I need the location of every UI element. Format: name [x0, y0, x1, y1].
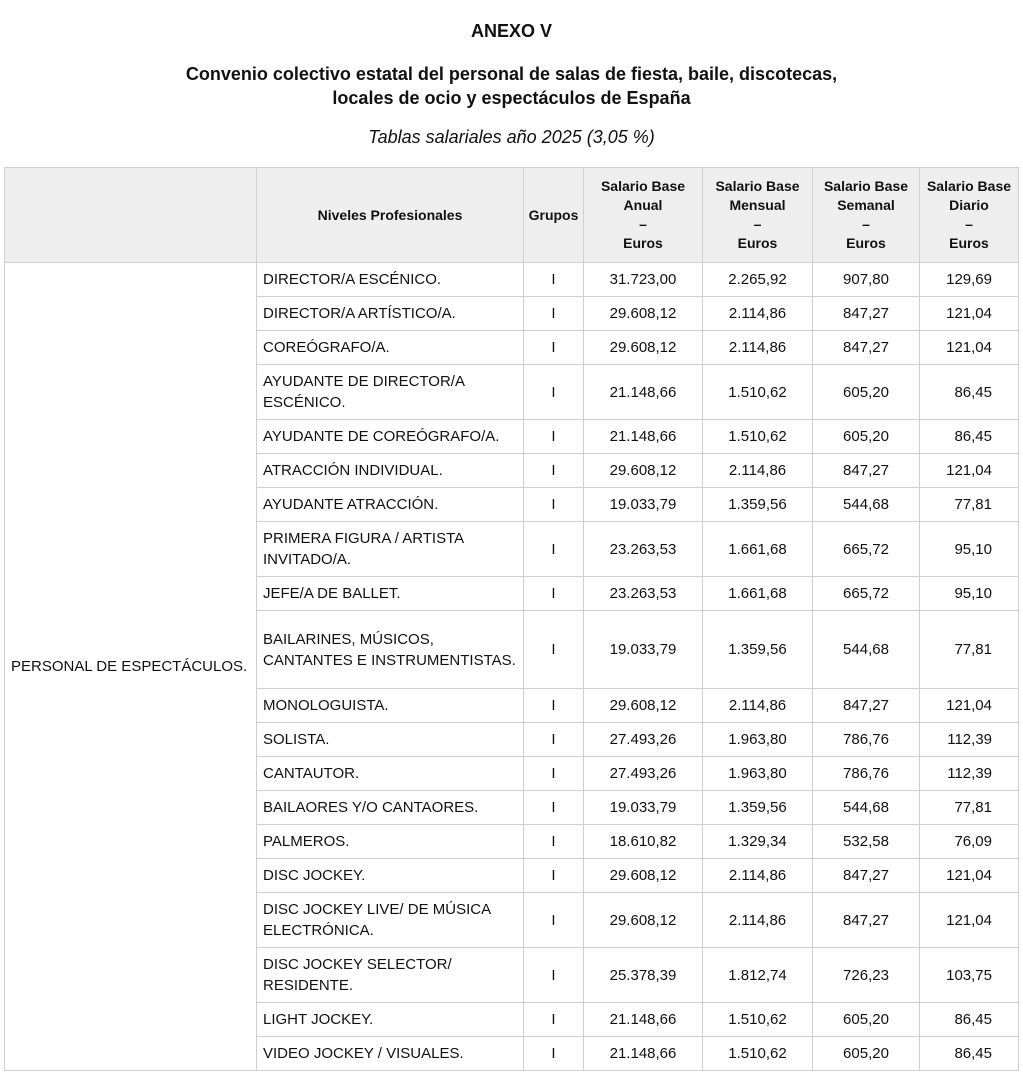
semanal-cell: 544,68 [813, 791, 920, 825]
semanal-cell: 605,20 [813, 1037, 920, 1071]
mensual-cell: 1.661,68 [703, 577, 813, 611]
header-semanal: Salario Base Semanal – Euros [813, 168, 920, 263]
diario-cell: 121,04 [920, 297, 1019, 331]
nivel-cell: AYUDANTE DE DIRECTOR/A ESCÉNICO. [257, 365, 524, 420]
semanal-cell: 544,68 [813, 488, 920, 522]
semanal-cell: 847,27 [813, 689, 920, 723]
table-header [5, 168, 1019, 263]
nivel-cell: VIDEO JOCKEY / VISUALES. [257, 1037, 524, 1071]
nivel-cell: PRIMERA FIGURA / ARTISTA INVITADO/A. [257, 522, 524, 577]
diario-cell: 86,45 [920, 1037, 1019, 1071]
diario-cell: 121,04 [920, 893, 1019, 948]
document-title-line-2: locales de ocio y espectáculos de España [332, 88, 691, 108]
nivel-cell: PALMEROS. [257, 825, 524, 859]
diario-cell: 103,75 [920, 948, 1019, 1003]
header-niveles: Niveles Profesionales [257, 168, 524, 263]
nivel-cell: COREÓGRAFO/A. [257, 331, 524, 365]
anual-cell: 21.148,66 [584, 420, 703, 454]
grupo-cell: I [524, 488, 584, 522]
grupo-cell: I [524, 791, 584, 825]
anual-cell: 29.608,12 [584, 859, 703, 893]
mensual-cell: 2.114,86 [703, 454, 813, 488]
mensual-cell: 1.510,62 [703, 1037, 813, 1071]
header-category [5, 168, 257, 263]
diario-cell: 77,81 [920, 488, 1019, 522]
semanal-cell: 532,58 [813, 825, 920, 859]
grupo-cell: I [524, 757, 584, 791]
header-grupos: Grupos [524, 168, 584, 263]
nivel-cell: CANTAUTOR. [257, 757, 524, 791]
semanal-cell: 847,27 [813, 893, 920, 948]
anual-cell: 27.493,26 [584, 723, 703, 757]
nivel-cell: MONOLOGUISTA. [257, 689, 524, 723]
nivel-cell: BAILARINES, MÚSICOS, CANTANTES E INSTRUMENTISTAS. [257, 611, 524, 689]
semanal-cell: 665,72 [813, 577, 920, 611]
mensual-cell: 1.661,68 [703, 522, 813, 577]
anual-cell: 31.723,00 [584, 263, 703, 297]
diario-cell: 121,04 [920, 454, 1019, 488]
diario-cell: 112,39 [920, 723, 1019, 757]
grupo-cell: I [524, 297, 584, 331]
nivel-cell: LIGHT JOCKEY. [257, 1003, 524, 1037]
grupo-cell: I [524, 859, 584, 893]
nivel-cell: SOLISTA. [257, 723, 524, 757]
diario-cell: 95,10 [920, 522, 1019, 577]
mensual-cell: 1.329,34 [703, 825, 813, 859]
anual-cell: 21.148,66 [584, 365, 703, 420]
anual-cell: 23.263,53 [584, 522, 703, 577]
anual-cell: 29.608,12 [584, 893, 703, 948]
diario-cell: 121,04 [920, 859, 1019, 893]
grupo-cell: I [524, 1037, 584, 1071]
nivel-cell: BAILAORES Y/O CANTAORES. [257, 791, 524, 825]
semanal-cell: 665,72 [813, 522, 920, 577]
anual-cell: 21.148,66 [584, 1003, 703, 1037]
nivel-cell: AYUDANTE DE COREÓGRAFO/A. [257, 420, 524, 454]
nivel-cell: AYUDANTE ATRACCIÓN. [257, 488, 524, 522]
grupo-cell: I [524, 577, 584, 611]
semanal-cell: 847,27 [813, 859, 920, 893]
mensual-cell: 2.114,86 [703, 297, 813, 331]
grupo-cell: I [524, 723, 584, 757]
salary-table [4, 167, 1019, 1071]
grupo-cell: I [524, 522, 584, 577]
grupo-cell: I [524, 893, 584, 948]
anual-cell: 21.148,66 [584, 1037, 703, 1071]
anual-cell: 19.033,79 [584, 791, 703, 825]
diario-cell: 86,45 [920, 420, 1019, 454]
semanal-cell: 847,27 [813, 454, 920, 488]
anual-cell: 18.610,82 [584, 825, 703, 859]
mensual-cell: 2.114,86 [703, 893, 813, 948]
nivel-cell: DIRECTOR/A ESCÉNICO. [257, 263, 524, 297]
semanal-cell: 786,76 [813, 757, 920, 791]
diario-cell: 77,81 [920, 611, 1019, 689]
diario-cell: 76,09 [920, 825, 1019, 859]
grupo-cell: I [524, 454, 584, 488]
mensual-cell: 1.812,74 [703, 948, 813, 1003]
nivel-cell: DISC JOCKEY SELECTOR/ RESIDENTE. [257, 948, 524, 1003]
mensual-cell: 2.114,86 [703, 859, 813, 893]
diario-cell: 86,45 [920, 1003, 1019, 1037]
diario-cell: 77,81 [920, 791, 1019, 825]
header-diario: Salario Base Diario – Euros [920, 168, 1019, 263]
header-anual: Salario Base Anual – Euros [584, 168, 703, 263]
document-title [0, 62, 1023, 110]
mensual-cell: 1.510,62 [703, 1003, 813, 1037]
semanal-cell: 907,80 [813, 263, 920, 297]
grupo-cell: I [524, 263, 584, 297]
semanal-cell: 605,20 [813, 420, 920, 454]
document-title-line-1: Convenio colectivo estatal del personal de salas de fiesta, baile, discotecas, [185, 64, 838, 84]
mensual-cell: 2.114,86 [703, 331, 813, 365]
anual-cell: 27.493,26 [584, 757, 703, 791]
diario-cell: 121,04 [920, 331, 1019, 365]
mensual-cell: 1.359,56 [703, 488, 813, 522]
table-row [5, 263, 1019, 297]
anual-cell: 29.608,12 [584, 297, 703, 331]
diario-cell: 86,45 [920, 365, 1019, 420]
nivel-cell: DIRECTOR/A ARTÍSTICO/A. [257, 297, 524, 331]
table-body [5, 263, 1019, 1071]
mensual-cell: 1.510,62 [703, 365, 813, 420]
anual-cell: 29.608,12 [584, 689, 703, 723]
table-subtitle: Tablas salariales año 2025 (3,05 %) [368, 127, 655, 147]
grupo-cell: I [524, 689, 584, 723]
semanal-cell: 786,76 [813, 723, 920, 757]
category-cell: PERSONAL DE ESPECTÁCULOS. [5, 263, 257, 1071]
diario-cell: 112,39 [920, 757, 1019, 791]
grupo-cell: I [524, 948, 584, 1003]
semanal-cell: 726,23 [813, 948, 920, 1003]
mensual-cell: 2.114,86 [703, 689, 813, 723]
mensual-cell: 1.510,62 [703, 420, 813, 454]
anual-cell: 23.263,53 [584, 577, 703, 611]
mensual-cell: 1.359,56 [703, 611, 813, 689]
nivel-cell: ATRACCIÓN INDIVIDUAL. [257, 454, 524, 488]
nivel-cell: DISC JOCKEY. [257, 859, 524, 893]
diario-cell: 121,04 [920, 689, 1019, 723]
nivel-cell: JEFE/A DE BALLET. [257, 577, 524, 611]
semanal-cell: 847,27 [813, 297, 920, 331]
semanal-cell: 847,27 [813, 331, 920, 365]
mensual-cell: 1.359,56 [703, 791, 813, 825]
annex-heading: ANEXO V [470, 21, 553, 41]
header-mensual: Salario Base Mensual – Euros [703, 168, 813, 263]
header-row [5, 168, 1019, 263]
anual-cell: 25.378,39 [584, 948, 703, 1003]
semanal-cell: 544,68 [813, 611, 920, 689]
anual-cell: 19.033,79 [584, 488, 703, 522]
mensual-cell: 1.963,80 [703, 723, 813, 757]
anual-cell: 19.033,79 [584, 611, 703, 689]
grupo-cell: I [524, 365, 584, 420]
grupo-cell: I [524, 825, 584, 859]
nivel-cell: DISC JOCKEY LIVE/ DE MÚSICA ELECTRÓNICA. [257, 893, 524, 948]
anual-cell: 29.608,12 [584, 331, 703, 365]
grupo-cell: I [524, 1003, 584, 1037]
mensual-cell: 2.265,92 [703, 263, 813, 297]
mensual-cell: 1.963,80 [703, 757, 813, 791]
grupo-cell: I [524, 611, 584, 689]
semanal-cell: 605,20 [813, 365, 920, 420]
diario-cell: 129,69 [920, 263, 1019, 297]
grupo-cell: I [524, 420, 584, 454]
semanal-cell: 605,20 [813, 1003, 920, 1037]
anual-cell: 29.608,12 [584, 454, 703, 488]
grupo-cell: I [524, 331, 584, 365]
diario-cell: 95,10 [920, 577, 1019, 611]
